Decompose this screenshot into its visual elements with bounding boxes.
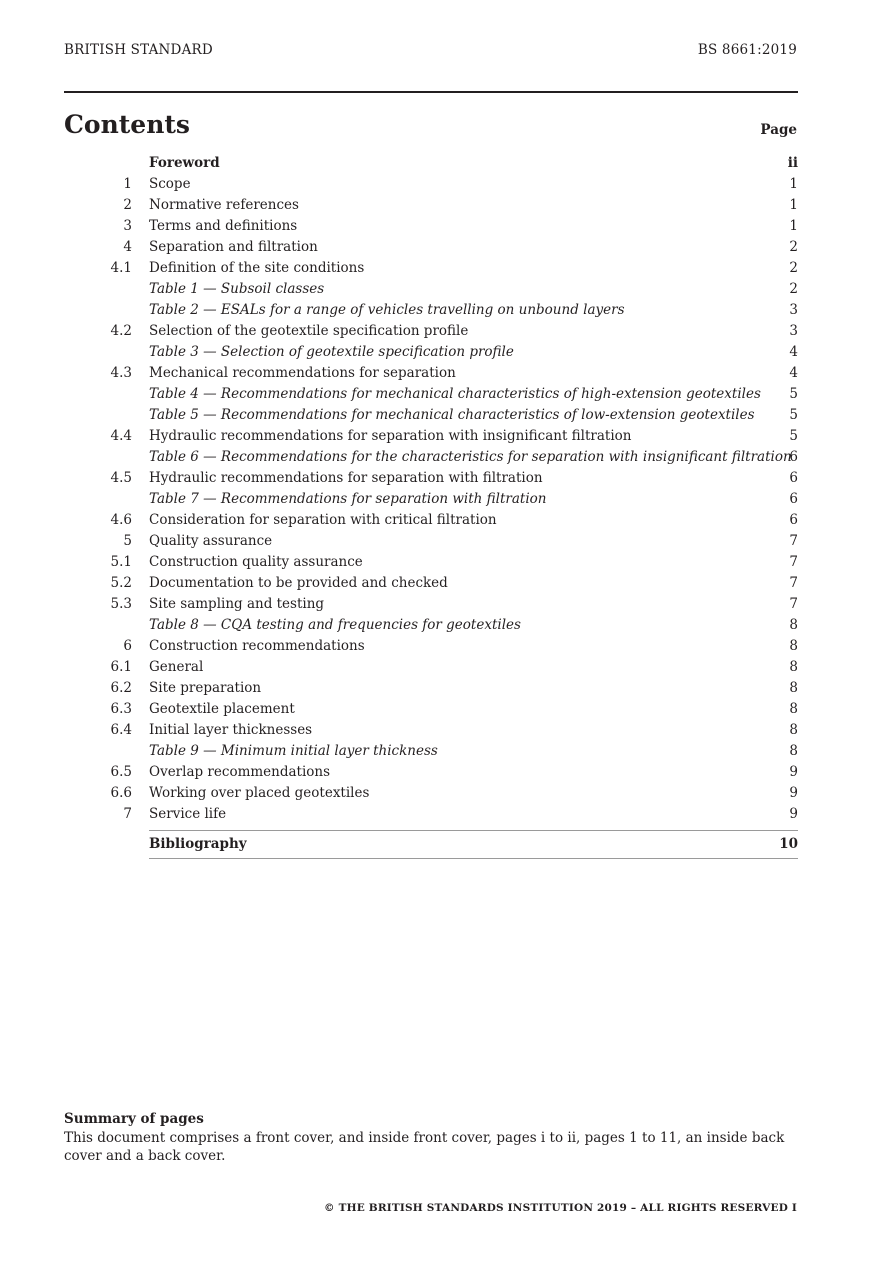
toc-clause-entry[interactable]	[64, 552, 798, 573]
toc-entry-page: 8	[789, 638, 798, 654]
toc-entry-number: 4.5	[110, 470, 132, 486]
running-header-left: BRITISH STANDARD	[64, 42, 213, 58]
toc-entry-text: Documentation to be provided and checked	[149, 575, 448, 591]
toc-entry-page: 4	[789, 344, 798, 360]
toc-entry-page: 5	[789, 428, 798, 444]
toc-entry-page: 9	[789, 806, 798, 822]
toc-entry-page: 2	[789, 239, 798, 255]
summary-title: Summary of pages	[64, 1111, 204, 1127]
toc-entry-text: Construction quality assurance	[149, 554, 363, 570]
toc-entry-number: 4.6	[110, 512, 132, 528]
page-column-header: Page	[760, 122, 797, 138]
toc-entry-page: 6	[789, 491, 798, 507]
toc-entry-page: 9	[789, 764, 798, 780]
toc-entry-number: 4.1	[110, 260, 132, 276]
toc-entry-text: Mechanical recommendations for separation	[149, 365, 456, 381]
toc-table-entry[interactable]	[64, 279, 798, 300]
toc-entry-text: Normative references	[149, 197, 299, 213]
toc-entry-number: 7	[123, 806, 132, 822]
toc-entry-text: Hydraulic recommendations for separation with filtration	[149, 470, 543, 486]
running-header-right: BS 8661:2019	[697, 42, 797, 58]
toc-entry-text: Consideration for separation with critical filtration	[149, 512, 497, 528]
toc-clause-entry[interactable]	[64, 195, 798, 216]
toc-entry-page: 6	[789, 470, 798, 486]
toc-entry-page: 7	[789, 575, 798, 591]
toc-table-entry[interactable]	[64, 615, 798, 636]
toc-entry-text: Table 1 — Subsoil classes	[149, 281, 325, 297]
toc-entry-page: 6	[789, 512, 798, 528]
toc-clause-entry[interactable]	[64, 678, 798, 699]
toc-entry-text: Construction recommendations	[149, 638, 365, 654]
toc-entry-text: Foreword	[149, 155, 220, 171]
toc-table-entry[interactable]	[64, 300, 798, 321]
toc-table-entry[interactable]	[64, 384, 798, 405]
toc-entry-page: 8	[789, 659, 798, 675]
toc-entry-number: 6.1	[110, 659, 132, 675]
toc-entry-page: 1	[789, 176, 798, 192]
toc-entry-text: General	[149, 659, 204, 675]
toc-entry-text: Overlap recommendations	[149, 764, 331, 780]
toc-entry-number: 1	[123, 176, 132, 192]
toc-entry-page: 1	[789, 197, 798, 213]
toc-entry-page: 8	[789, 722, 798, 738]
toc-table-entry[interactable]	[64, 447, 798, 468]
toc-entry-text: Site preparation	[149, 680, 262, 696]
toc-entry-text: Table 9 — Minimum initial layer thickness	[149, 743, 438, 759]
toc-entry-number: 6.3	[110, 701, 132, 717]
toc-entry-text: Definition of the site conditions	[149, 260, 365, 276]
toc-entry-page: 3	[789, 302, 798, 318]
toc-clause-entry[interactable]	[64, 699, 798, 720]
toc-entry-text: Terms and definitions	[149, 218, 298, 234]
toc-table-entry[interactable]	[64, 342, 798, 363]
toc-clause-entry[interactable]	[64, 258, 798, 279]
toc-entry-bibliography[interactable]	[149, 830, 798, 859]
toc-clause-entry[interactable]	[64, 594, 798, 615]
page-title: Contents	[64, 110, 191, 139]
toc-clause-entry[interactable]	[64, 657, 798, 678]
toc-clause-entry[interactable]	[64, 510, 798, 531]
toc-clause-entry[interactable]	[64, 720, 798, 741]
toc-entry-page: 3	[789, 323, 798, 339]
toc-entry-text: Initial layer thicknesses	[149, 722, 313, 738]
toc-entry-page: 5	[789, 407, 798, 423]
toc-entry-page: 9	[789, 785, 798, 801]
toc-clause-entry[interactable]	[64, 468, 798, 489]
toc-entry-text: Bibliography	[149, 836, 247, 852]
toc-entry-page: 4	[789, 365, 798, 381]
toc-entry-text: Hydraulic recommendations for separation with insignificant filtration	[149, 428, 632, 444]
summary-text: This document comprises a front cover, and inside front cover, pages i to ii, pages 1 to 11, an inside back cover and a back cover.	[64, 1130, 785, 1164]
toc-clause-entry[interactable]	[64, 216, 798, 237]
toc-entry-page: 7	[789, 554, 798, 570]
toc-entry-foreword[interactable]	[64, 153, 798, 174]
toc-entry-text: Working over placed geotextiles	[149, 785, 370, 801]
toc-entry-text: Table 6 — Recommendations for the characteristics for separation with insignificant filtration	[149, 449, 792, 465]
toc-entry-number: 4.4	[110, 428, 132, 444]
toc-entry-number: 6.6	[110, 785, 132, 801]
toc-entry-page: 5	[789, 386, 798, 402]
toc-entry-number: 6	[123, 638, 132, 654]
toc-entry-page: 7	[789, 596, 798, 612]
toc-entry-number: 3	[123, 218, 132, 234]
copyright-footer: © THE BRITISH STANDARDS INSTITUTION 2019 – ALL RIGHTS RESERVED I	[324, 1202, 797, 1214]
toc-entry-text: Scope	[149, 176, 191, 192]
toc-entry-text: Service life	[149, 806, 227, 822]
toc-entry-number: 6.2	[110, 680, 132, 696]
toc-entry-text: Geotextile placement	[149, 701, 295, 717]
toc-entry-page: 10	[779, 836, 798, 852]
toc-entry-number: 5.3	[110, 596, 132, 612]
toc-clause-entry[interactable]	[64, 363, 798, 384]
toc-entry-number: 5.2	[110, 575, 132, 591]
toc-table-entry[interactable]	[64, 489, 798, 510]
toc-entry-text: Separation and filtration	[149, 239, 318, 255]
toc-entry-page: 7	[789, 533, 798, 549]
toc-entry-text: Table 2 — ESALs for a range of vehicles travelling on unbound layers	[149, 302, 625, 318]
toc-entry-number: 5	[123, 533, 132, 549]
toc-entry-number: 6.5	[110, 764, 132, 780]
toc-clause-entry[interactable]	[64, 531, 798, 552]
toc-entry-text: Table 7 — Recommendations for separation with filtration	[149, 491, 547, 507]
toc-entry-number: 2	[123, 197, 132, 213]
toc-entry-text: Table 8 — CQA testing and frequencies for geotextiles	[149, 617, 521, 633]
toc-entry-number: 5.1	[110, 554, 132, 570]
toc-entry-page: 8	[789, 701, 798, 717]
toc-entry-text: Table 5 — Recommendations for mechanical characteristics of low-extension geotextiles	[149, 407, 755, 423]
toc-clause-entry[interactable]	[64, 762, 798, 783]
toc-entry-page: 8	[789, 680, 798, 696]
toc-entry-page: 1	[789, 218, 798, 234]
toc-clause-entry[interactable]	[64, 636, 798, 657]
toc-table-entry[interactable]	[64, 405, 798, 426]
toc-entry-text: Quality assurance	[149, 533, 273, 549]
toc-entry-text: Table 3 — Selection of geotextile specification profile	[149, 344, 514, 360]
toc-entry-text: Table 4 — Recommendations for mechanical characteristics of high-extension geotextiles	[149, 386, 761, 402]
header-rule	[64, 91, 798, 93]
toc-table-entry[interactable]	[64, 741, 798, 762]
toc-entry-number: 4.2	[110, 323, 132, 339]
toc-entry-page: 6	[789, 449, 798, 465]
toc-entry-number: 4.3	[110, 365, 132, 381]
toc-entry-page: 8	[789, 743, 798, 759]
toc-clause-entry[interactable]	[64, 237, 798, 258]
toc-clause-entry[interactable]	[64, 174, 798, 195]
toc-entry-page: 2	[789, 281, 798, 297]
toc-entry-page: 2	[789, 260, 798, 276]
toc-entry-number: 4	[123, 239, 132, 255]
toc-clause-entry[interactable]	[64, 573, 798, 594]
toc-entry-page: ii	[787, 155, 798, 171]
table-of-contents	[64, 153, 798, 825]
toc-entry-number: 6.4	[110, 722, 132, 738]
toc-clause-entry[interactable]	[64, 804, 798, 825]
toc-entry-page: 8	[789, 617, 798, 633]
toc-clause-entry[interactable]	[64, 783, 798, 804]
toc-clause-entry[interactable]	[64, 426, 798, 447]
toc-entry-text: Site sampling and testing	[149, 596, 325, 612]
toc-entry-text: Selection of the geotextile specification profile	[149, 323, 469, 339]
toc-clause-entry[interactable]	[64, 321, 798, 342]
